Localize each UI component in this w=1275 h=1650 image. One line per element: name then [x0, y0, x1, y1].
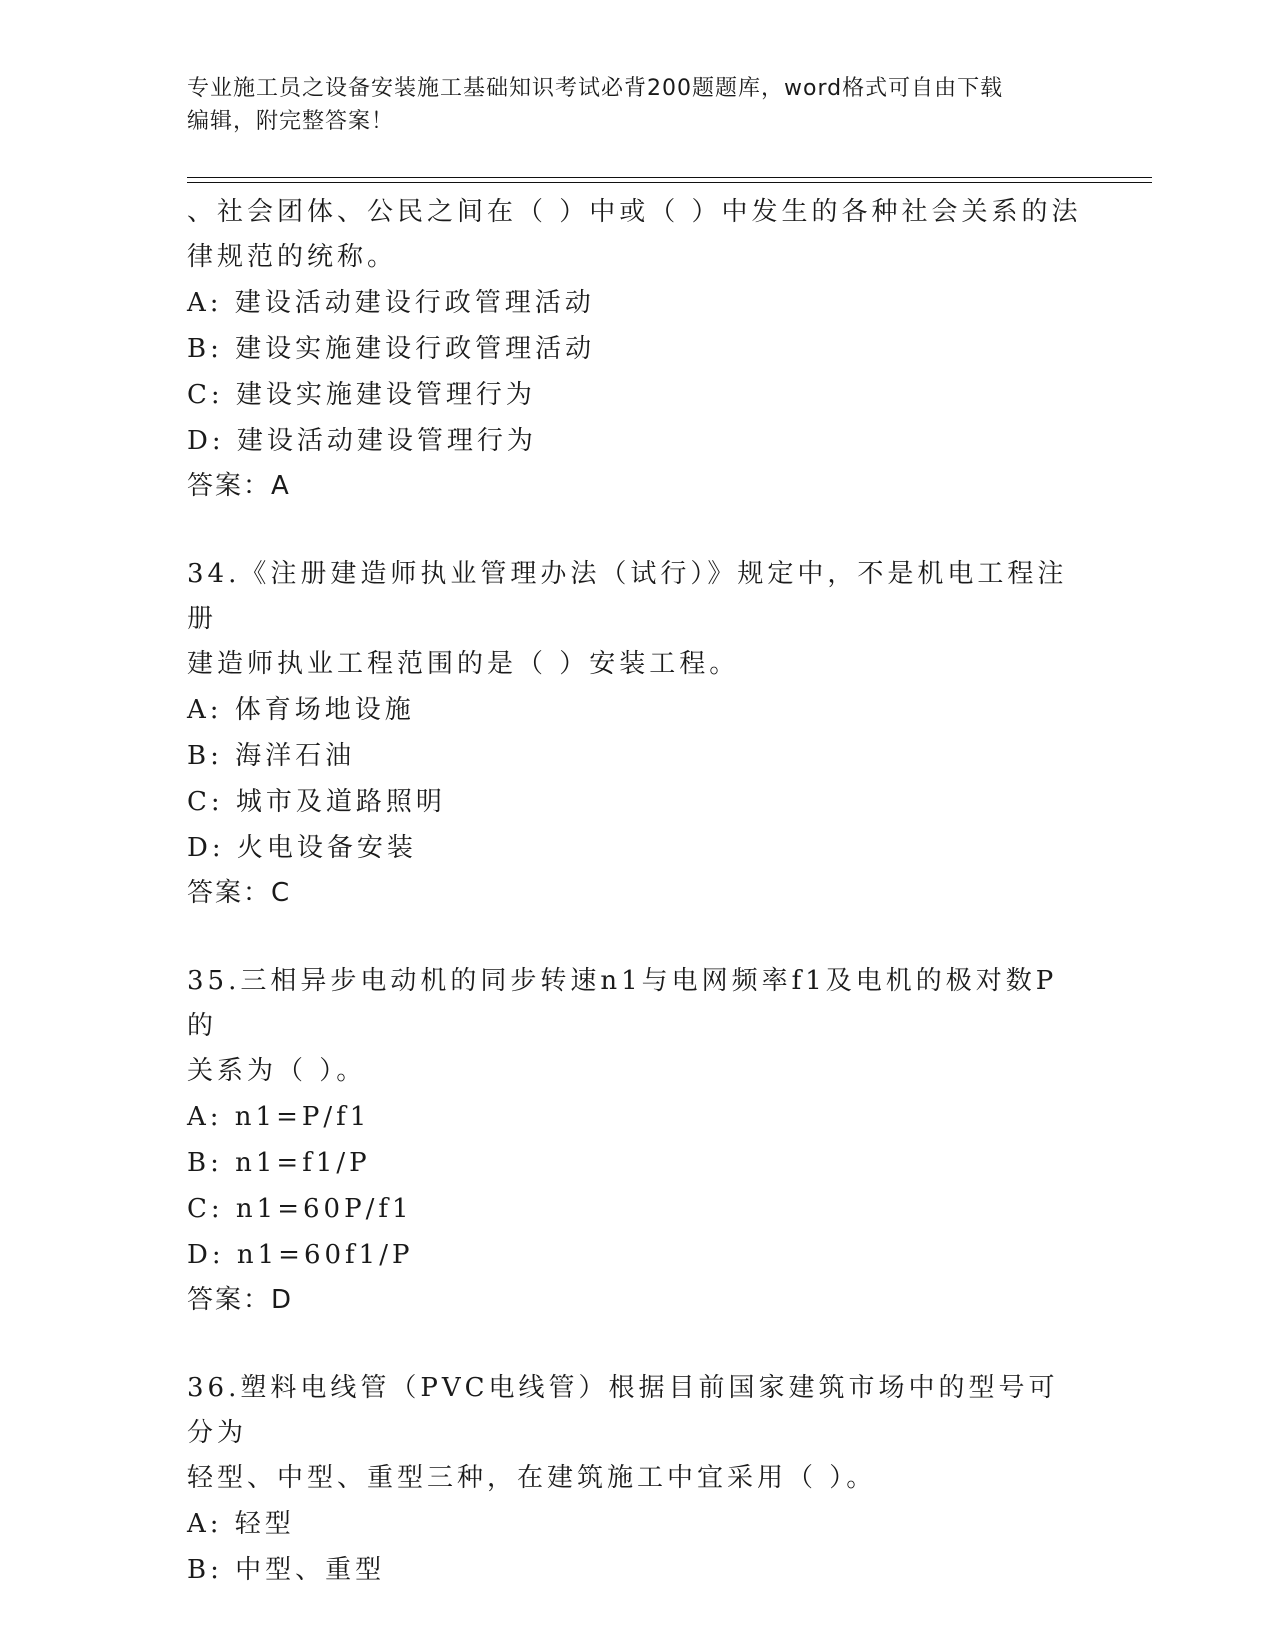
header-line-2: 编辑，附完整答案！	[187, 109, 395, 134]
question-item	[187, 190, 1087, 508]
question-list	[187, 190, 1087, 1637]
option-a: A: 建设活动建设行政管理活动	[187, 288, 595, 318]
option-b: B: 海洋石油	[187, 741, 356, 771]
option-c: C: n1=60P/f1	[187, 1194, 413, 1224]
option-d: D: 火电设备安装	[187, 833, 417, 863]
option-d: D: 建设活动建设管理行为	[187, 426, 537, 456]
header-line-1: 专业施工员之设备安装施工基础知识考试必背200题题库，word格式可自由下载	[187, 76, 1004, 101]
option-a: A: n1=P/f1	[187, 1102, 371, 1132]
option-a: A: 轻型	[187, 1509, 295, 1539]
header-divider-top	[187, 177, 1152, 178]
option-c: C: 建设实施建设管理行为	[187, 380, 536, 410]
answer-line: 答案：D	[187, 1285, 294, 1315]
question-stem-line: 35.三相异步电动机的同步转速n1与电网频率f1及电机的极对数P的	[187, 966, 1058, 1041]
question-stem-line: 关系为（ ）。	[187, 1056, 367, 1086]
question-stem-line: 36.塑料电线管（PVC电线管）根据目前国家建筑市场中的型号可分为	[187, 1373, 1059, 1448]
answer-line: 答案：C	[187, 878, 292, 908]
question-item	[187, 959, 1087, 1322]
answer-line: 答案：A	[187, 471, 291, 501]
option-b: B: n1=f1/P	[187, 1148, 371, 1178]
question-item	[187, 552, 1087, 915]
header-divider-bottom	[187, 182, 1152, 183]
option-b: B: 中型、重型	[187, 1555, 386, 1585]
document-header	[187, 72, 1067, 138]
option-a: A: 体育场地设施	[187, 695, 415, 725]
question-stem-line: 、社会团体、公民之间在（ ）中或（ ）中发生的各种社会关系的法	[187, 197, 1082, 227]
question-item	[187, 1366, 1087, 1593]
question-stem-line: 34.《注册建造师执业管理办法（试行）》规定中，不是机电工程注册	[187, 559, 1068, 634]
question-stem-line: 轻型、中型、重型三种，在建筑施工中宜采用（ ）。	[187, 1463, 877, 1493]
option-d: D: n1=60f1/P	[187, 1240, 414, 1270]
option-b: B: 建设实施建设行政管理活动	[187, 334, 596, 364]
question-stem-line: 建造师执业工程范围的是（ ）安装工程。	[187, 649, 740, 679]
question-stem-line: 律规范的统称。	[187, 242, 398, 272]
option-c: C: 城市及道路照明	[187, 787, 446, 817]
